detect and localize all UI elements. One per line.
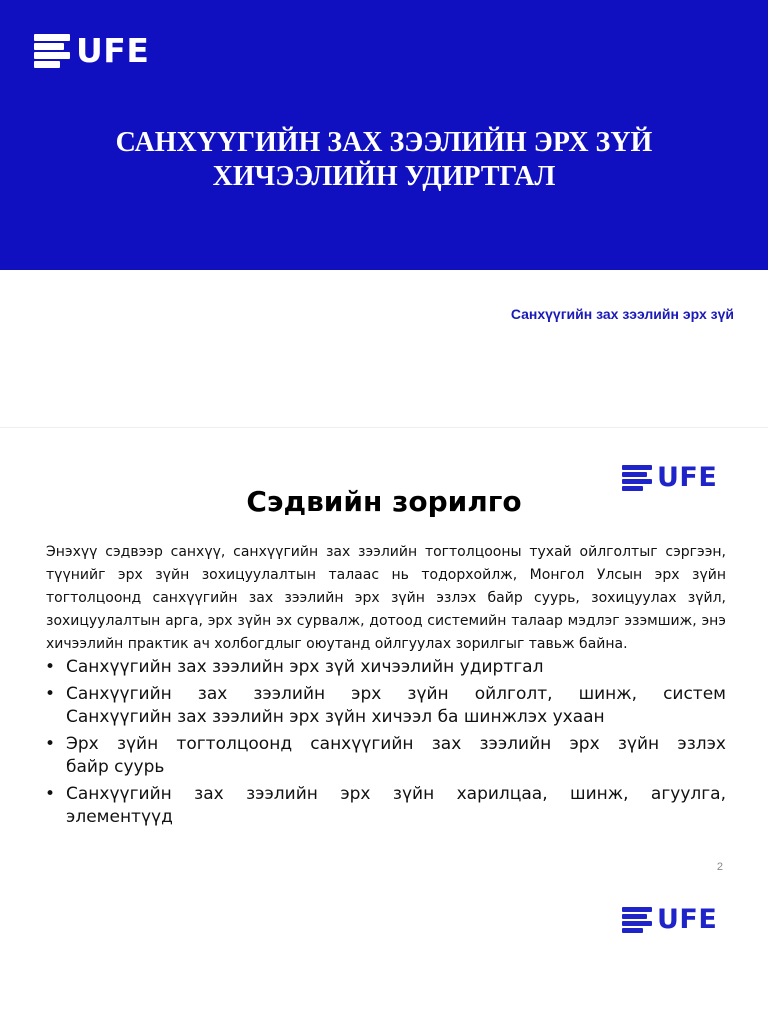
list-item <box>44 656 726 679</box>
ufe-logo-bottom <box>622 906 717 933</box>
list-item-text: байр суурь <box>66 757 165 777</box>
list-item-text: элементүүд <box>66 807 173 827</box>
ufe-logo-icon <box>34 34 70 68</box>
ufe-logo-icon <box>622 907 652 933</box>
bullet-icon: • <box>45 734 56 754</box>
ufe-logo <box>34 31 150 70</box>
title-slide <box>0 0 768 427</box>
list-item <box>44 683 726 729</box>
slide-title-line-2: ХИЧЭЭЛИЙН УДИРТГАЛ <box>212 161 556 192</box>
list-item <box>44 733 726 779</box>
page-number: 2 <box>716 861 723 873</box>
slide-title-line-1: САНХҮҮГИЙН ЗАХ ЗЭЭЛИЙН ЭРХ ЗҮЙ <box>115 127 653 158</box>
list-item-text: Санхүүгийн зах зээлийн эрх зүй хичээлийн удиртгал <box>66 657 544 677</box>
intro-paragraph: Энэхүү сэдвээр санхүү, санхүүгийн зах зээлийн тогтолцооны тухай ойлголтыг сэргээн, түүнийг эрх зүйн зохицуулалтын талаас нь тодорхойлж, Монгол Улсын эрх зүйн тогтолцоонд санхүүгийн зах зээлийн эрх зүйн эзлэх байр суурь, зохицуулах зүйл, зохицуулалтын арга, эрх зүйн эх сурвалж, дотоод системийн талаар мэдлэг эзэмшиж, энэ хичээлийн практик ач холбогдлыг оюутанд ойлгуулах зорилгыг тавьж байна. <box>46 544 726 652</box>
logo-text: UFE <box>76 31 150 70</box>
list-item <box>44 783 726 829</box>
bullet-icon: • <box>45 657 56 677</box>
list-item-text: Эрх зүйн тогтолцоонд санхүүгийн зах зээлийн эрх зүйн эзлэх <box>66 734 726 754</box>
list-item-text: Санхүүгийн зах зээлийн эрх зүйн хичээл ба шинжлэх ухаан <box>66 707 605 727</box>
logo-text: UFE <box>657 462 718 493</box>
slide-subtitle: Санхүүгийн зах зээлийн эрх зүй <box>510 306 734 322</box>
list-item-text: Санхүүгийн зах зээлийн эрх зүйн ойлголт, шинж, систем <box>66 684 726 704</box>
bullet-icon: • <box>45 784 56 804</box>
section-heading: Сэдвийн зорилго <box>246 485 522 518</box>
slide-title <box>40 126 728 194</box>
objectives-slide <box>0 428 768 1024</box>
bullet-icon: • <box>45 684 56 704</box>
topic-list <box>44 656 726 833</box>
logo-text: UFE <box>657 904 718 935</box>
title-banner <box>0 0 768 270</box>
list-item-text: Санхүүгийн зах зээлийн эрх зүйн харилцаа, шинж, агуулга, <box>66 784 726 804</box>
